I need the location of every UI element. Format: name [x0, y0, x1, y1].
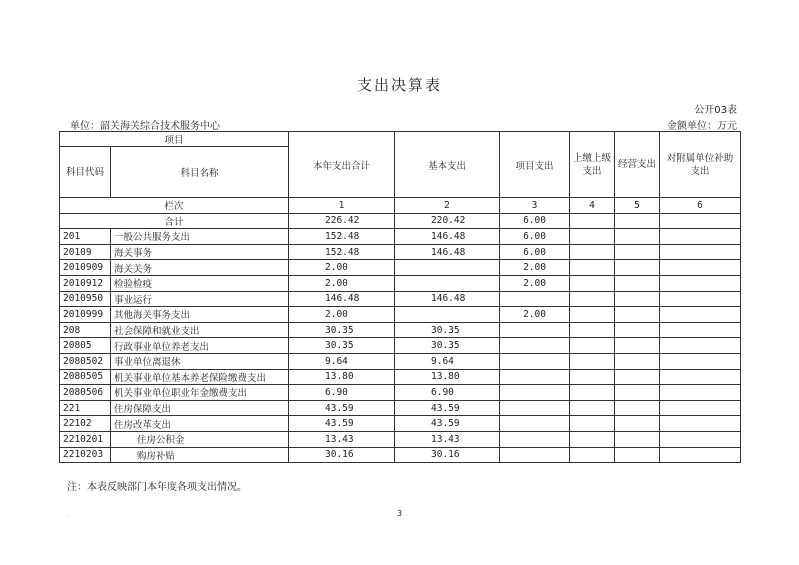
- header-subsidiary: 对附属单位补助支出: [660, 132, 741, 198]
- row-basic: [395, 260, 500, 276]
- row-subsidiary: [660, 338, 741, 354]
- row-code: 2010999: [60, 307, 111, 323]
- row-project: [500, 369, 570, 385]
- row-code: 2080506: [60, 385, 111, 401]
- total-basic: 220.42: [395, 213, 500, 229]
- row-code: 2010912: [60, 275, 111, 291]
- row-subsidiary: [660, 353, 741, 369]
- row-upper: [570, 400, 615, 416]
- row-total: 146.48: [289, 291, 395, 307]
- row-total: 13.80: [289, 369, 395, 385]
- row-basic: 30.35: [395, 322, 500, 338]
- row-name: 住房改革支出: [111, 416, 289, 432]
- row-code: 20109: [60, 244, 111, 260]
- footnote: 注：本表反映部门本年度各项支出情况。: [67, 482, 247, 493]
- row-name: 海关关务: [111, 260, 289, 276]
- row-total: 43.59: [289, 416, 395, 432]
- row-business: [615, 369, 660, 385]
- row-business: [615, 385, 660, 401]
- row-basic: 6.90: [395, 385, 500, 401]
- row-subsidiary: [660, 369, 741, 385]
- reporting-unit: 单位：韶关海关综合技术服务中心: [70, 121, 220, 132]
- column-index-4: 4: [570, 198, 615, 214]
- row-business: [615, 431, 660, 447]
- row-total: 9.64: [289, 353, 395, 369]
- header-upper: 上缴上级支出: [570, 132, 615, 198]
- row-subsidiary: [660, 260, 741, 276]
- row-upper: [570, 431, 615, 447]
- table-row: [60, 338, 741, 354]
- row-name: 社会保障和就业支出: [111, 322, 289, 338]
- table-number: 公开03表: [694, 105, 737, 116]
- row-basic: [395, 307, 500, 323]
- row-name: 机关事业单位基本养老保险缴费支出: [111, 369, 289, 385]
- row-total: 30.35: [289, 322, 395, 338]
- row-name: 事业单位离退休: [111, 353, 289, 369]
- row-business: [615, 353, 660, 369]
- row-name: 机关事业单位职业年金缴费支出: [111, 385, 289, 401]
- row-business: [615, 400, 660, 416]
- row-subsidiary: [660, 307, 741, 323]
- row-upper: [570, 275, 615, 291]
- row-subsidiary: [660, 447, 741, 463]
- total-subsidiary: [660, 213, 741, 229]
- row-project: [500, 322, 570, 338]
- total-label: 合计: [60, 213, 289, 229]
- row-subsidiary: [660, 229, 741, 245]
- table-row: [60, 447, 741, 463]
- row-code: 2210203: [60, 447, 111, 463]
- row-project: [500, 431, 570, 447]
- row-code: 20805: [60, 338, 111, 354]
- row-business: [615, 447, 660, 463]
- row-upper: [570, 338, 615, 354]
- row-business: [615, 307, 660, 323]
- row-total: 2.00: [289, 307, 395, 323]
- row-code: 2080502: [60, 353, 111, 369]
- page-title: 支出决算表: [356, 76, 442, 94]
- row-name: 住房保障支出: [111, 400, 289, 416]
- table-row: [60, 275, 741, 291]
- row-project: [500, 447, 570, 463]
- row-code: 22102: [60, 416, 111, 432]
- row-total: 2.00: [289, 275, 395, 291]
- row-basic: 146.48: [395, 244, 500, 260]
- row-business: [615, 229, 660, 245]
- row-total: 2.00: [289, 260, 395, 276]
- row-code: 2010950: [60, 291, 111, 307]
- row-upper: [570, 229, 615, 245]
- row-project: [500, 385, 570, 401]
- row-total: 13.43: [289, 431, 395, 447]
- row-business: [615, 260, 660, 276]
- expenditure-table: [59, 131, 741, 463]
- row-total: 6.90: [289, 385, 395, 401]
- header-project: 项目支出: [500, 132, 570, 198]
- table-row: [60, 431, 741, 447]
- row-business: [615, 275, 660, 291]
- table-row: [60, 353, 741, 369]
- row-subsidiary: [660, 400, 741, 416]
- row-subsidiary: [660, 385, 741, 401]
- header-name: 科目名称: [111, 147, 289, 198]
- row-project: [500, 291, 570, 307]
- row-project: [500, 400, 570, 416]
- column-index-2: 2: [395, 198, 500, 214]
- row-upper: [570, 416, 615, 432]
- table-row: [60, 416, 741, 432]
- table-row: [60, 291, 741, 307]
- row-basic: 13.80: [395, 369, 500, 385]
- row-name: 行政事业单位养老支出: [111, 338, 289, 354]
- amount-unit: 金额单位：万元: [667, 121, 737, 132]
- header-item: 项目: [60, 132, 289, 147]
- row-subsidiary: [660, 431, 741, 447]
- total-project: 6.00: [500, 213, 570, 229]
- row-project: [500, 416, 570, 432]
- row-code: 221: [60, 400, 111, 416]
- row-project: 2.00: [500, 275, 570, 291]
- row-subsidiary: [660, 322, 741, 338]
- row-project: 6.00: [500, 229, 570, 245]
- column-index-3: 3: [500, 198, 570, 214]
- row-total: 30.16: [289, 447, 395, 463]
- row-basic: 146.48: [395, 291, 500, 307]
- header-total: 本年支出合计: [289, 132, 395, 198]
- table-row: [60, 229, 741, 245]
- table-row: [60, 322, 741, 338]
- row-basic: 30.16: [395, 447, 500, 463]
- row-business: [615, 322, 660, 338]
- row-upper: [570, 260, 615, 276]
- total-upper: [570, 213, 615, 229]
- row-business: [615, 338, 660, 354]
- table-row: [60, 369, 741, 385]
- row-project: 6.00: [500, 244, 570, 260]
- corner-mark: .: [66, 511, 68, 518]
- table-row: [60, 307, 741, 323]
- row-upper: [570, 385, 615, 401]
- total-row: [60, 213, 741, 229]
- row-project: [500, 338, 570, 354]
- row-basic: 13.43: [395, 431, 500, 447]
- row-upper: [570, 369, 615, 385]
- header-basic: 基本支出: [395, 132, 500, 198]
- row-business: [615, 416, 660, 432]
- table-row: [60, 385, 741, 401]
- column-index-row: [60, 198, 741, 214]
- row-upper: [570, 353, 615, 369]
- row-subsidiary: [660, 275, 741, 291]
- header-row-1: [60, 132, 741, 147]
- row-business: [615, 291, 660, 307]
- row-name: 购房补贴: [111, 447, 289, 463]
- row-total: 30.35: [289, 338, 395, 354]
- row-basic: 9.64: [395, 353, 500, 369]
- row-subsidiary: [660, 244, 741, 260]
- column-index-1: 1: [289, 198, 395, 214]
- row-code: 2210201: [60, 431, 111, 447]
- row-subsidiary: [660, 291, 741, 307]
- row-total: 152.48: [289, 229, 395, 245]
- column-index-6: 6: [660, 198, 741, 214]
- row-name: 一般公共服务支出: [111, 229, 289, 245]
- row-upper: [570, 307, 615, 323]
- row-project: [500, 353, 570, 369]
- row-upper: [570, 322, 615, 338]
- column-index-5: 5: [615, 198, 660, 214]
- row-subsidiary: [660, 416, 741, 432]
- row-upper: [570, 447, 615, 463]
- row-code: 208: [60, 322, 111, 338]
- row-basic: 43.59: [395, 416, 500, 432]
- row-basic: 43.59: [395, 400, 500, 416]
- row-name: 住房公积金: [111, 431, 289, 447]
- row-total: 43.59: [289, 400, 395, 416]
- row-name: 其他海关事务支出: [111, 307, 289, 323]
- row-business: [615, 244, 660, 260]
- table-row: [60, 400, 741, 416]
- table-row: [60, 244, 741, 260]
- row-upper: [570, 244, 615, 260]
- table-row: [60, 260, 741, 276]
- row-upper: [570, 291, 615, 307]
- row-code: 201: [60, 229, 111, 245]
- row-name: 事业运行: [111, 291, 289, 307]
- row-project: 2.00: [500, 307, 570, 323]
- row-basic: 146.48: [395, 229, 500, 245]
- row-project: 2.00: [500, 260, 570, 276]
- row-name: 检验检疫: [111, 275, 289, 291]
- row-code: 2010909: [60, 260, 111, 276]
- row-basic: 30.35: [395, 338, 500, 354]
- header-business: 经营支出: [615, 132, 660, 198]
- column-index-label: 栏次: [60, 198, 289, 214]
- row-name: 海关事务: [111, 244, 289, 260]
- row-code: 2080505: [60, 369, 111, 385]
- row-total: 152.48: [289, 244, 395, 260]
- row-basic: [395, 275, 500, 291]
- page-number: 3: [397, 509, 403, 518]
- total-business: [615, 213, 660, 229]
- header-code: 科目代码: [60, 147, 111, 198]
- total-amount: 226.42: [289, 213, 395, 229]
